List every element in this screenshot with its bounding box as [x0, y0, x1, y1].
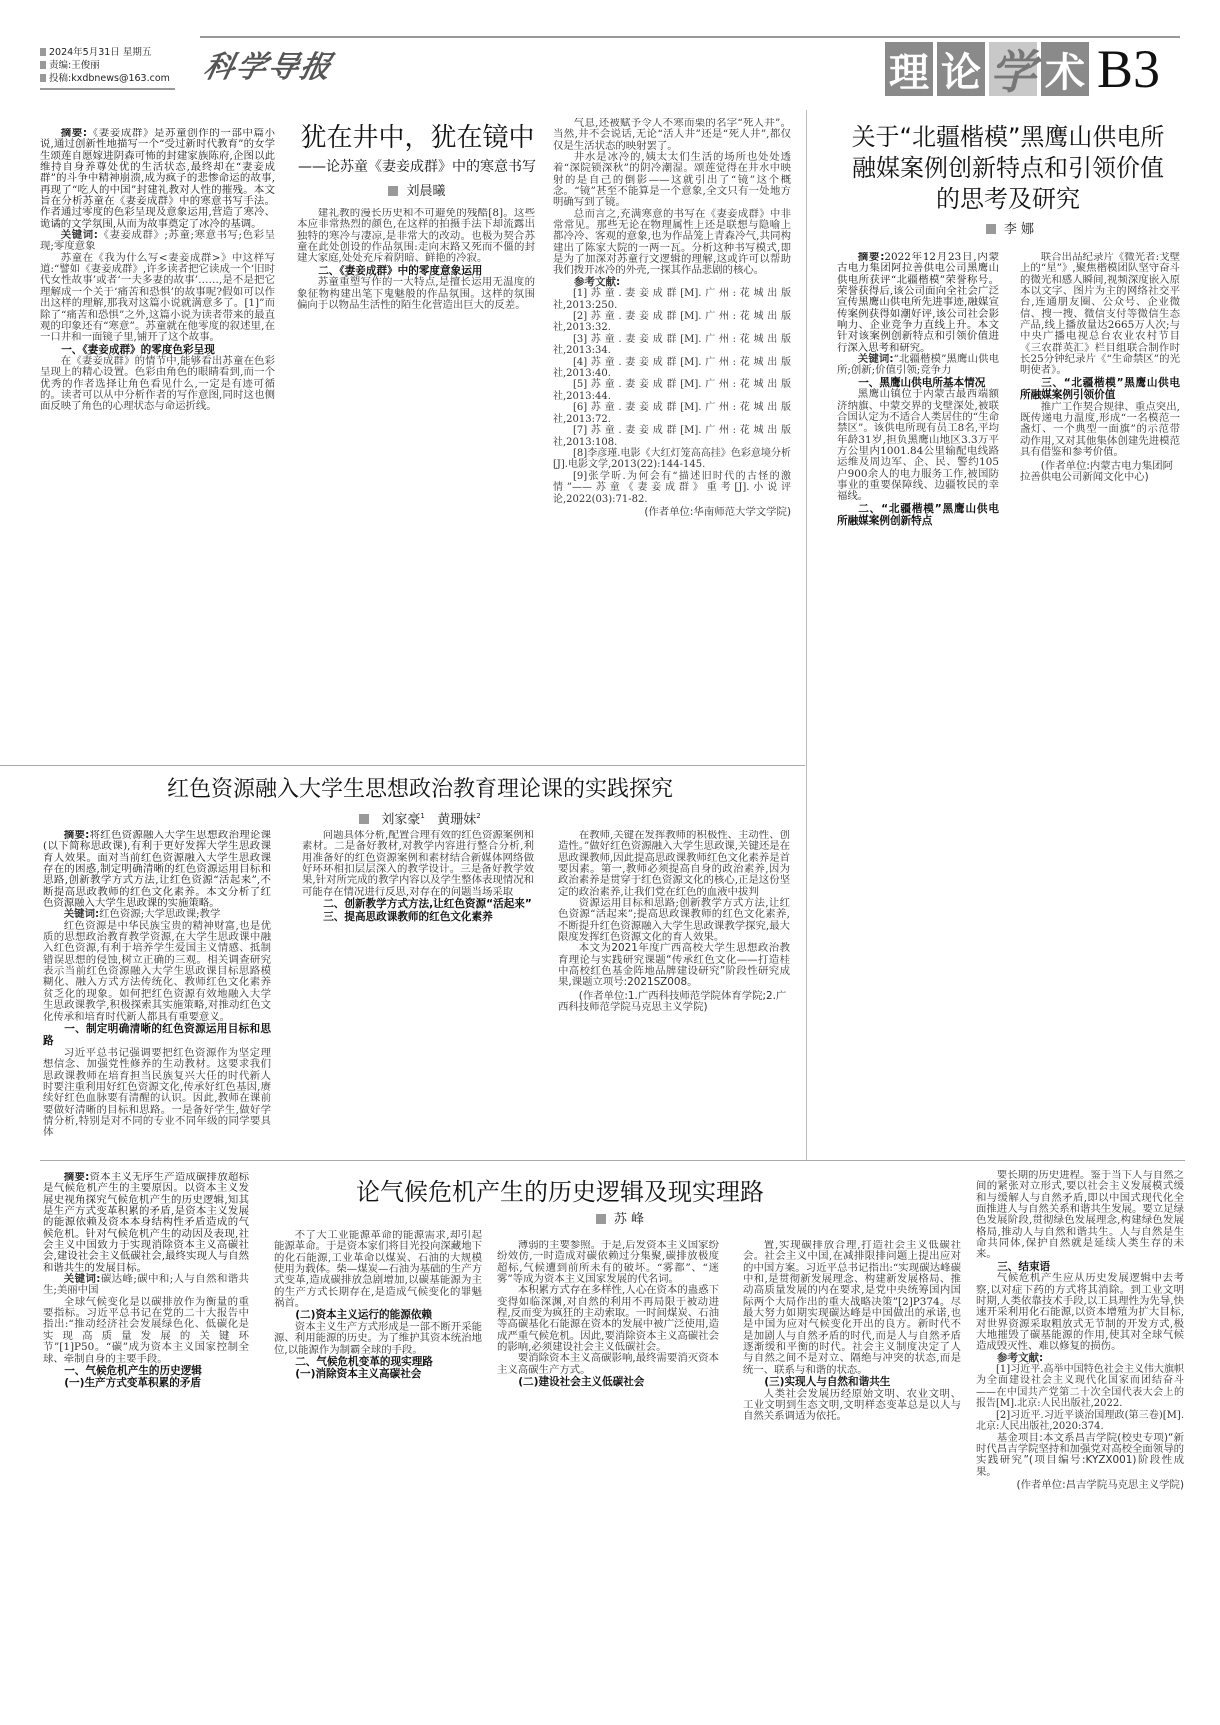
divider: [40, 1160, 1185, 1161]
keywords: 关键词:《妻妾成群》;苏童;寒意书写;色彩呈现;零度意象: [40, 229, 275, 253]
article2-col1: [837, 252, 999, 1152]
section-heading: 三、提高思政课教师的红色文化素养: [323, 910, 493, 923]
section-heading: 二、《妻妾成群》中的零度意象运用: [318, 264, 483, 277]
sub-heading: (三)实现人与自然和谐共生: [764, 1376, 891, 1389]
article4-title: 论气候危机产生的历史逻辑及现实理路: [356, 1178, 764, 1206]
paragraph: 要长期的历史进程。鉴于当下人与自然之间的紧张对立形式,要以社会主义发展模式缓和与缓解人与自然矛盾,即以中国式现代化全面推进人与自然关系和谐共生发展。要立足绿色发展阶段,贯彻绿色发展理念,构建绿色发展格局,推动人与自然和谐共生。人与自然是生命共同体,保护自然就是延续人类生存的未来。: [976, 1170, 1184, 1261]
paragraph: 红色资源是中华民族宝贵的精神财富,也是优质的思想政治教育教学资源,在大学生思政课中融入红色资源,有利于培养学生爱国主义情感、抵制错误思想的侵蚀,树立正确的三观。相关调查研究表示当前红色资源融入大学生思政课目标思路模糊化、融入方式方法传统化、教师红色文化素养贫乏化的现象。如何把红色资源有效地融入大学生思政课教学,积极探索其实施策略,对推动红色文化传承和培育时代新人都具有重要意义。: [43, 919, 271, 1023]
reference-item: [7]苏童.妻妾成群[M].广州:花城出版社,2013:108.: [553, 425, 791, 448]
paragraph: 资源运用目标和思路;创新教学方式方法,让红色资源“活起来”;提高思政课教师的红色文化素养,不断提升红色资源融入大学生思政课教学探究,最大限度发挥红色资源文化的育人效果。: [558, 897, 790, 944]
sub-heading: (一)消除资本主义高碳社会: [295, 1368, 422, 1381]
paragraph: 推广工作契合规律、重点突出,既传递电力温度,形成“一名模范一盏灯、一个典型一面旗”的示范带动作用,又对其他集体创建先进模范具有借鉴和参考价值。: [1020, 400, 1180, 459]
paragraph: 本积累方式存在多样性,人心在资本的蛊惑下变得如临深渊,对自然的利用不再局限于被动进程,反而变为疯狂的主动索取。一时间煤炭、石油等高碳基化石能源在资本的发展中被广泛使用,造成严重气候危机。因此,要消除资本主义高碳社会的影响,必须建设社会主义低碳社会。: [497, 1284, 719, 1354]
paragraph: 不了大工业能源革命的能源需求,却引起能源革命。于是资本家们将目光投向深藏地下的化石能源,工业革命以煤炭、石油的大规模使用为载体。柴—煤炭—石油为基础的生产方式变革,造成碳排放急剧增加,以碳基能源为主的生产方式长期存在,是造成气候变化的罪魁祸首。: [274, 1230, 482, 1310]
section-banner: [885, 40, 1160, 98]
page-number: B3: [1097, 39, 1161, 99]
article3-title: 红色资源融入大学生思想政治教育理论课的实践探究: [166, 777, 673, 802]
fund-note: 基金项目:本文系昌吉学院(校史专项)“新时代昌吉学院坚持和加强党对高校全面领导的实践研究”(项目编号:KYZX001)阶段性成果。: [976, 1431, 1184, 1478]
section-heading: 一、黑鹰山供电所基本情况: [858, 376, 986, 389]
article1-author: 刘晨曦: [297, 184, 537, 200]
article4-author: 苏 峰: [500, 1212, 740, 1228]
reference-item: [3]苏童.妻妾成群[M].广州:花城出版社,2013:34.: [553, 333, 791, 357]
paragraph: 气候危机产生应从历史发展逻辑中去考察,以对症下药的方式将其消除。到工业文明时期,人类依靠技术手段,以工具理性为先导,快速开采利用化石能源,以资本增殖为扩大目标,对世界资源采取粗放式无节制的开发方式,极大地摧毁了碳基能源的作用,使其对全球气候造成毁灭性、难以修复的损伤。: [976, 1272, 1184, 1353]
paragraph: 置,实现碳排放合理,打造社会主义低碳社会。社会主义中国,在减排限排问题上提出应对的中国方案。习近平总书记指出:“实现碳达峰碳中和,是贯彻新发展理念、构建新发展格局、推动高质量发展的内在要求,是党中央统筹国内国际两个大局作出的重大战略决策”[2]P374。尽最大努力如期实现碳达峰是中国做出的承诺,也是中国为应对气候变化开出的良方。新时代不是加剧人与自然矛盾的时代,而是人与自然矛盾逐渐缓和平衡的时代。社会主义制度决定了人与自然之间不是对立、隔绝与冲突的状态,而是统一、联系与和谐的状态。: [743, 1240, 961, 1376]
article3-col2: [302, 830, 534, 1152]
article3-col3: [558, 830, 790, 1152]
issue-date: 2024年5月31日 星期五: [40, 46, 175, 59]
paragraph: 黑鹰山镇位于内蒙古最西端额济纳旗、中蒙交界的戈壁深处,被联合国认定为不适合人类居住的“生命禁区”。该供电所现有员工8名,平均年龄31岁,担负黑鹰山地区3.3万平方公里内1001.84公里输配电线路运维及周边军、企、民、警约105户900余人的电力服务工作,被国防事业的重要保障线、边疆牧民的幸福线。: [837, 388, 999, 503]
article1-title: 犹在井中，犹在镜中: [300, 123, 535, 153]
paragraph: 人类社会发展历经原始文明、农业文明、工业文明到生态文明,文明样态变革总是以人与自然关系调适为依托。: [743, 1387, 961, 1423]
references: 参考文献: [1]苏童.妻妾成群[M].广州:花城出版社,2013:250. [2]苏童.妻妾成群[M].广州:花城出版社,2013:32. [3]苏童.妻妾成群[M].广州:花城出版社,2013:34. [4]苏童.妻妾成群[M].广州:花城出版社,2013:40. [5]苏童.妻妾成群[M].广州:花城出版社,2013:44. [6]苏童.妻妾成群[M].广州:花城出版社,2013:72. [7]苏童.妻妾成群[M].广州:花城出版社,2013:108. [8]李彦瑾.电影《大红灯笼高高挂》色彩意境分析[J].电影文学,2013(22):144-145. [9]张学昕.为何会有“描述旧时代的古怪的激情”——苏童《妻妾成群》重考[J].小说评论,2022(03):71-82.: [553, 275, 791, 505]
reference-item: [9]张学昕.为何会有“描述旧时代的古怪的激情”——苏童《妻妾成群》重考[J].小说评论,2022(03):71-82.: [553, 470, 791, 505]
author-affiliation: (作者单位:昌吉学院马克思主义学院): [1016, 1478, 1184, 1491]
paragraph: 建礼教的漫长历史和不可避免的残酷[8]。这些本应非常热烈的颜色,在这样的拍摄手法下却流露出独特的寒冷与凄凉,是非常大的改动。也极为契合苏童在此处创设的作品氛围:走向末路又死而不僵的封建大家庭,处处充斥着阴暗、鲜艳的冷寂。: [297, 208, 535, 265]
paragraph: 薄弱的主要参照。于是,后发资本主义国家纷纷效仿,一时造成对碳依赖过分集聚,碳排放极度超标,气候遭到前所未有的破坏。“雾都”、“迷雾”等成为资本主义国家发展的代名词。: [497, 1240, 719, 1286]
references: 参考文献: [1]习近平.高举中国特色社会主义伟大旗帜 为全面建设社会主义现代化国家而团结奋斗——在中国共产党第二十次全国代表大会上的报告[M].北京:人民出版社,2022. [2]习近平.习近平谈治国理政(第三卷)[M].北京:人民出版社,2020:374.: [976, 1351, 1184, 1433]
section-heading: 二、气候危机变革的现实理路: [295, 1355, 433, 1368]
reference-item: [5]苏童.妻妾成群[M].广州:花城出版社,2013:44.: [553, 379, 791, 402]
abstract: 摘要:2022年12月23日,内蒙古电力集团阿拉善供电公司黑鹰山供电所获评“北疆楷模”荣誉称号。荣誉获得后,该公司面向全社会广泛宣传黑鹰山供电所先进事迹,融媒宣传案例获得如潮好评,该公司社会影响力、企业竞争力直线上升。本文针对该案例创新特点和引领价值进行深入思考和研究。: [837, 252, 999, 354]
abstract: 摘要:将红色资源融入大学生思想政治理论课(以下简称思政课),有利于更好发挥大学生思政课育人效果。面对当前红色资源融入大学生思政课存在的困惑,制定明确清晰的红色资源运用目标和思路,创新教学方式方法,让红色资源“活起来”,不断提高思政教师的红色文化素养。本文分析了红色资源融入大学生思政课的实施策略。: [43, 830, 271, 910]
article4-col2: [274, 1230, 482, 1718]
reference-item: [4]苏童.妻妾成群[M].广州:花城出版社,2013:40.: [553, 356, 791, 380]
paragraph: 苏童重塑写作的一大特点,是擅长运用无温度的象征物构建出笔下鬼魅般的作品氛围。这样的氛围偏向于以物品生活性的陌生化营造出巨大的反差。: [297, 276, 535, 311]
article4-col1: [43, 1172, 249, 1717]
paragraph: 问题具体分析,配置合理有效的红色资源案例和素材。二是备好教材,对教学内容进行整合分析,利用准备好的红色资源案例和素材结合新媒体网络做好环环相扣层层深入的教学设计。三是备好教学效果,针对所完成的教学内容以及学生整体表现情况和可能存在情况进行反思,对存在的问题当场采取: [302, 830, 534, 898]
paragraph: 联合出品纪录片《微光者:戈壁上的“星”》,聚焦楷模团队坚守奋斗的微光和感人瞬间,视频深度嵌入原本以文字、图片为主的网络社交平台,连通朋友圈、公众号、企业微信、搜一搜、微信支付等微信生态产品,线上播放量达2665万人次;与中央广播电视总台农业农村节目《三农群英汇》栏目组联合制作时长25分钟纪录片《“生命禁区”的光明使者》。: [1020, 252, 1180, 377]
paragraph: 井水是冰冷的,姨太太们生活的场所也处处透着“深院锁深秋”的阴冷潮湿。颂莲觉得在井水中映射的是自己的倒影——这就引出了“镜”这个概念。“镜”甚至不能算是一个意象,全文只有一处地方明确写到了镜。: [553, 151, 791, 209]
section-heading: 一、气候危机产生的历史逻辑: [64, 1364, 202, 1377]
author-affiliation: (作者单位:内蒙古电力集团阿拉善供电公司新闻文化中心): [1020, 459, 1174, 483]
section-heading: 一、制定明确清晰的红色资源运用目标和思路: [43, 1022, 271, 1048]
submission-email: 投稿:kxdbnews@163.com: [40, 72, 175, 85]
reference-item: [2]苏童.妻妾成群[M].广州:花城出版社,2013:32.: [553, 311, 791, 334]
paragraph: 习近平总书记强调要把红色资源作为坚定理想信念、加强党性修养的生动教材。这要求我们思政课教师在培育担当民族复兴大任的时代新人时要注重利用好红色资源文化,传承好红色基因,赓续好红色血脉要有清醒的认识。因此,教师在课前要做好清晰的目标和思路。一是备好学生,做好学情分析,特别是对不同的专业不同年级的同学要具体: [43, 1046, 271, 1139]
reference-item: [1]习近平.高举中国特色社会主义伟大旗帜 为全面建设社会主义现代化国家而团结奋斗——在中国共产党第二十次全国代表大会上的报告[M].北京:人民出版社,2022.: [976, 1364, 1184, 1410]
author-affiliation: (作者单位:华南师范大学文学院): [644, 505, 791, 518]
divider: [806, 110, 807, 1160]
article1-col1: [40, 128, 275, 764]
article2-author: 李 娜: [835, 222, 1185, 238]
section-char: 理: [885, 42, 933, 96]
section-char: 学: [989, 42, 1037, 96]
reference-item: [6]苏童.妻妾成群[M].广州:花城出版社,2013:72.: [553, 402, 791, 425]
article1-col2: [297, 208, 535, 764]
sub-heading: (二)建设社会主义低碳社会: [518, 1376, 645, 1389]
fund-note: 本文为2021年度广西高校大学生思想政治教育理论与实践研究课题“传承红色文化——打造桂中高校红色基金阵地品牌建设研究”阶段性研究成果,课题立项号:2021SZ008。: [558, 942, 790, 989]
section-heading: 二、“北疆楷模”黑鹰山供电所融媒案例创新特点: [837, 502, 999, 528]
reference-item: [2]习近平.习近平谈治国理政(第三卷)[M].北京:人民出版社,2020:374.: [976, 1409, 1184, 1433]
keywords: 关键词:碳达峰;碳中和;人与自然和谐共生;美丽中国: [43, 1273, 249, 1297]
article1-col3: [553, 118, 791, 764]
newspaper-logo: 科学导报: [200, 50, 336, 85]
article1-subtitle: ——论苏童《妻妾成群》中的寒意书写: [298, 159, 536, 175]
masthead-info: [40, 46, 175, 90]
article2-col2: [1020, 252, 1180, 1152]
paragraph: 要消除资本主义高碳影响,最终需要消灭资本主义高碳生产方式。: [497, 1352, 719, 1376]
author-affiliation: (作者单位:1.广西科技师范学院体育学院;2.广西科技师范学院马克思主义学院): [558, 989, 787, 1014]
sub-heading: (一)生产方式变革积累的矛盾: [64, 1377, 201, 1390]
section-char: 术: [1041, 42, 1089, 96]
divider: [0, 765, 805, 766]
article3-authors: 刘家豪$^1$ 黄珊妹$^2$: [40, 808, 800, 828]
reference-item: [8]李彦瑾.电影《大红灯笼高高挂》色彩意境分析[J].电影文学,2013(22):144-145.: [553, 447, 791, 471]
paragraph: 气息,还被赋予令人不寒而栗的名字“死人井”。当然,井不会说话,无论“活人井”还是“死人井”,都仅仅是生活状态的映射罢了。: [553, 118, 791, 152]
paragraph: 在教师,关键在发挥教师的积极性、主动性、创造性。”做好红色资源融入大学生思政课,关键还是在思政课教师,因此提高思政课教师红色文化素养是首要因素。第一,教师必须提高自身的政治素养,因为政治素养是贯穿于红色资源文化的核心,正是这份坚定的政治素养,让我们党在红色的血液中拔判: [558, 830, 790, 898]
abstract: 摘要:《妻妾成群》是苏童创作的一部中篇小说,通过创新性地描写一个“受过新时代教育”的女学生颂莲自愿嫁进阴森可怖的封建家族陈府,企图以此维持自身养尊处优的生活状态,最终却在“妻妾成群”的斗争中精神崩溃,成为疯子的悲惨命运的故事,再现了“吃人的中国”封建礼教对人性的摧残。本文旨在分析苏童在《妻妾成群》中的寒意书写手法。作者通过零度的色彩呈现及意象运用,营造了寒冷、诡谲的文学氛围,从而为故事奠定了冰冷的基调。: [40, 128, 275, 230]
paragraph: 资本主义生产方式形成是一部不断开采能源、利用能源的历史。为了维护其资本统治地位,以能源作为制霸全球的手段。: [274, 1320, 482, 1356]
keywords: 关键词:红色资源;大学思政课;教学: [63, 908, 221, 921]
keywords: 关键词:“北疆楷模”黑鹰山供电所;创新;价值引领;竞争力: [837, 353, 999, 377]
article4-col4: [743, 1240, 961, 1718]
paragraph: 苏童在《我为什么写<妻妾成群>》中这样写道:“譬如《妻妾成群》,许多读者把它读成一个‘旧时代女性故事’或者‘一夫多妻的故事’……,是不是把它理解成一个关于‘痛苦和恐惧’的故事呢?假如可以作出这样的理解,那我对这篇小说就满意多了。[1]”而除了“痛苦和恐惧”之外,这篇小说为读者带来的最直观的印象还有“寒意”。苏童就在他零度的叙述里,在一口井和一面镜子里,铺开了这个故事。: [40, 251, 275, 344]
article2-title: 关于“北疆楷模”黑鹰山供电所 融媒案例创新特点和引领价值 的思考及研究: [851, 123, 1165, 213]
editor: 责编:王俊丽: [40, 59, 175, 72]
article3-col1: [43, 830, 271, 1152]
section-heading: 一、《妻妾成群》的零度色彩呈现: [61, 343, 215, 356]
article4-col3: [497, 1240, 719, 1718]
reference-item: [1]苏童.妻妾成群[M].广州:花城出版社,2013:250.: [553, 288, 791, 311]
paragraph: 全球气候变化是以碳排放作为衡量的重要指标。习近平总书记在党的二十大报告中指出:“推动经济社会发展绿色化、低碳化是实现高质量发展的关键环节”[1]P50。“碳”成为资本主义国家控制全球、牵制自身的主要手段。: [43, 1295, 249, 1365]
sub-heading: (二)资本主义运行的能源依赖: [295, 1309, 432, 1322]
section-heading: 三、结束语: [997, 1260, 1051, 1273]
paragraph: 在《妻妾成群》的情节中,能够看出苏童在色彩呈现上的精心设置。色彩由角色的眼睛看到,而一个优秀的作者选择让角色看见什么,一定是有迹可循的。读者可以从中分析作者的写作意图,同时这也侧面反映了角色的心理状态与命运折线。: [40, 355, 275, 413]
abstract: 摘要:资本主义无序生产造成碳排放超标是气候危机产生的主要原因。以资本主义发展史视角探究气候危机产生的历史逻辑,知其是生产方式变革积累的矛盾,是资本主义发展的能源依赖及资本本身结构性矛盾造成的气候危机。针对气候危机产生的动因及表现,社会主义中国致力于实现消除资本主义高碳社会,建设社会主义低碳社会,最终实现人与自然和谐共生的发展目标。: [43, 1172, 249, 1274]
paragraph: 总而言之,充满寒意的书写在《妻妾成群》中非常常见。那些无论在物理属性上还是联想与隐喻上都冷冷、客观的意象,也为作品笼上青森冷气,共同构建出了陈家大院的一两一瓦。分析这种书写模式,即是为了加深对苏童行文逻辑的理解,这或许可以帮助我们拨开冰冷的外壳,一探其作品悲剧的核心。: [553, 207, 791, 277]
section-heading: 三、“北疆楷模”黑鹰山供电所融媒案例引领价值: [1020, 376, 1180, 402]
section-heading: 二、创新教学方式方法,让红色资源“活起来”: [323, 898, 532, 911]
article4-col5: [976, 1170, 1184, 1718]
section-char: 论: [937, 42, 985, 96]
